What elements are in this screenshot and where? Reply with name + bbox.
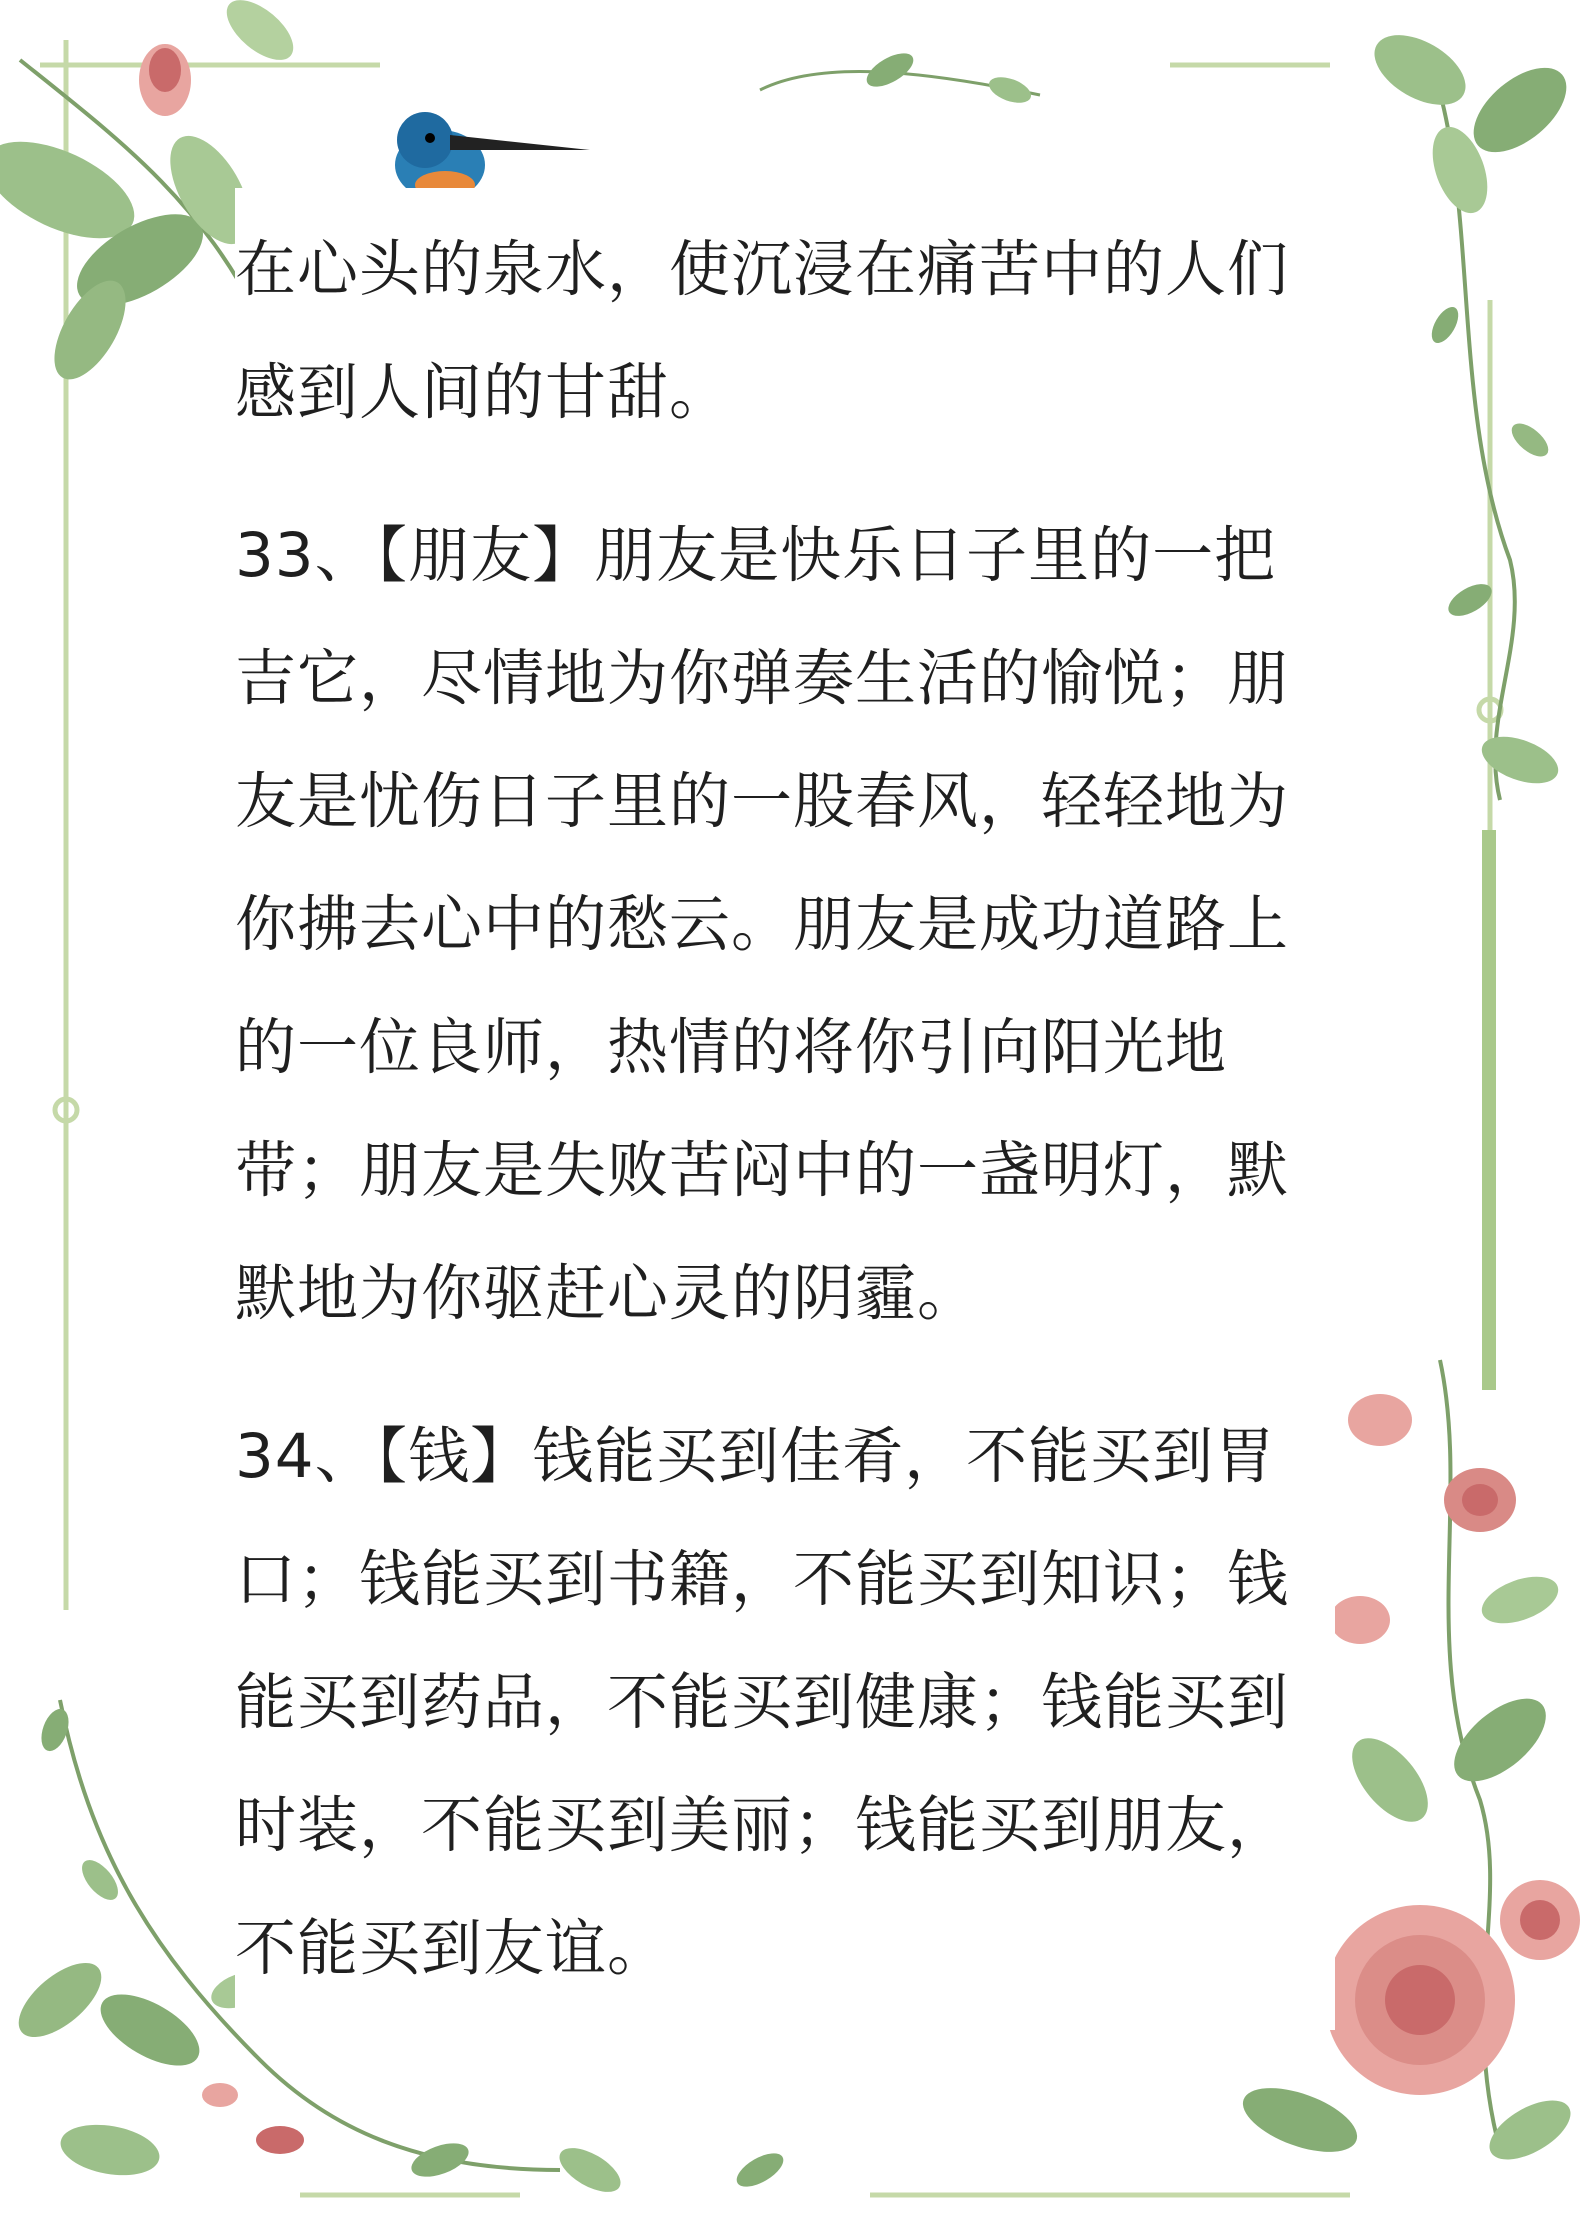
- kingfisher-illustration: [395, 112, 590, 200]
- top-middle-sprig: [760, 47, 1040, 108]
- paragraph-money: 34、【钱】钱能买到佳肴，不能买到胃口；钱能买到书籍，不能买到知识；钱能买到药品，不能买到健康；钱能买到时装，不能买到美丽；钱能买到朋友，不能买到友谊。: [235, 1421, 1290, 1984]
- paragraph-continuation: 在心头的泉水，使沉浸在痛苦中的人们感到人间的甘甜。: [235, 234, 1290, 428]
- top-right-vine: [1363, 21, 1580, 800]
- paragraph-friend: 33、【朋友】朋友是快乐日子里的一把吉它，尽情地为你弹奏生活的愉悦；朋友是忧伤日子里的一股春风，轻轻地为你拂去心中的愁云。朋友是成功道路上的一位良师，热情的将你引向阳光地带；朋友是失败苦闷中的一盏明灯，默默地为你驱赶心灵的阴霾。: [235, 520, 1290, 1329]
- article-body: [235, 188, 1335, 2030]
